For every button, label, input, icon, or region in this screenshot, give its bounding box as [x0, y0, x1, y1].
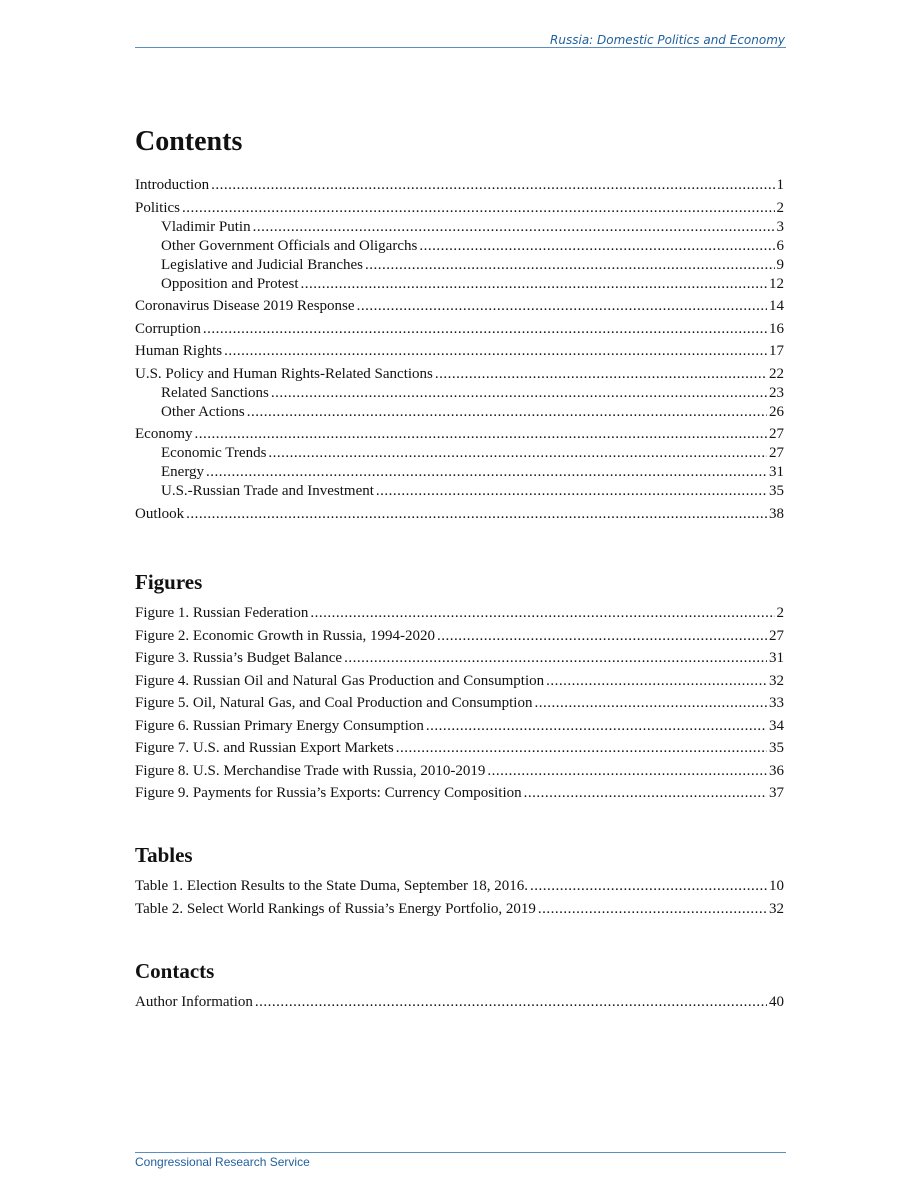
dot-leader — [301, 275, 768, 294]
contents-entry-label: Opposition and Protest — [161, 275, 299, 292]
contents-entry[interactable] — [135, 218, 784, 237]
tables-entry-page: 10 — [769, 878, 784, 894]
contacts-entry[interactable] — [135, 993, 784, 1012]
contacts-list — [135, 993, 784, 1012]
figures-entry-page: 34 — [769, 717, 784, 734]
figures-entry-label: Figure 5. Oil, Natural Gas, and Coal Production and Consumption — [135, 695, 533, 711]
contacts-heading: Contacts — [135, 959, 215, 983]
contents-entry-page: 31 — [769, 464, 784, 480]
dot-leader — [524, 784, 767, 803]
contents-entry-page: 23 — [769, 384, 784, 401]
contents-entry[interactable] — [135, 384, 784, 403]
figures-entry-label: Figure 2. Economic Growth in Russia, 1994-2020 — [135, 627, 435, 644]
figures-entry[interactable] — [135, 627, 784, 646]
dot-leader — [419, 237, 774, 256]
contents-entry[interactable] — [135, 482, 784, 501]
contents-entry-page: 27 — [769, 445, 784, 461]
figures-entry-label: Figure 4. Russian Oil and Natural Gas Production and Consumption — [135, 672, 545, 689]
table-of-contents — [135, 124, 784, 1010]
contents-entry-page: 22 — [769, 365, 784, 382]
dot-leader — [538, 900, 767, 919]
dot-leader — [224, 342, 767, 361]
contents-entry-label: Other Actions — [161, 403, 245, 420]
tables-entry[interactable] — [135, 900, 784, 919]
contacts-entry-label: Author Information — [135, 994, 253, 1010]
contents-entry-label: Economy — [135, 426, 193, 442]
figures-list — [135, 604, 784, 803]
figures-entry-label: Figure 9. Payments for Russia’s Exports: Currency Composition — [135, 785, 522, 801]
tables-entry-label: Table 1. Election Results to the State Duma, September 18, 2016. — [135, 878, 529, 894]
contents-entry[interactable] — [135, 320, 784, 339]
figures-entry[interactable] — [135, 604, 784, 623]
contents-entry-page: 14 — [769, 298, 784, 314]
contents-entry[interactable] — [135, 444, 784, 463]
footer-publisher: Congressional Research Service — [135, 1155, 310, 1169]
dot-leader — [206, 463, 767, 482]
dot-leader — [268, 444, 767, 463]
figures-heading: Figures — [135, 570, 203, 594]
contents-entry-page: 35 — [769, 483, 784, 499]
contents-entry-page: 17 — [769, 343, 784, 359]
running-header-title: Russia: Domestic Politics and Economy — [550, 33, 785, 47]
contents-entry-page: 12 — [769, 275, 784, 292]
contents-section — [135, 124, 784, 524]
contents-entry[interactable] — [135, 176, 784, 195]
figures-entry-page: 36 — [769, 762, 784, 779]
dot-leader — [487, 762, 767, 781]
contents-entry-label: Vladimir Putin — [161, 218, 251, 235]
contents-entry-page: 3 — [776, 218, 784, 235]
contents-entry[interactable] — [135, 425, 784, 444]
contents-entry[interactable] — [135, 365, 784, 384]
contents-entry[interactable] — [135, 403, 784, 422]
figures-entry-page: 27 — [769, 627, 784, 644]
dot-leader — [195, 425, 768, 444]
footer-rule — [135, 1152, 786, 1153]
figures-entry-page: 35 — [769, 740, 784, 756]
dot-leader — [357, 297, 767, 316]
tables-entry-page: 32 — [769, 900, 784, 917]
dot-leader — [546, 672, 767, 691]
contents-entry-label: Human Rights — [135, 343, 223, 359]
contents-entry-label: Corruption — [135, 320, 201, 337]
figures-entry[interactable] — [135, 739, 784, 758]
dot-leader — [435, 365, 767, 384]
contents-entry-label: U.S. Policy and Human Rights-Related Sanctions — [135, 365, 433, 382]
tables-section — [135, 841, 784, 919]
contents-entry[interactable] — [135, 237, 784, 256]
figures-entry-label: Figure 8. U.S. Merchandise Trade with Russia, 2010-2019 — [135, 762, 486, 779]
contents-entry-label: Related Sanctions — [161, 384, 269, 401]
contents-entry-label: Introduction — [135, 177, 210, 193]
dot-leader — [255, 993, 767, 1012]
figures-entry[interactable] — [135, 784, 784, 803]
contents-entry-page: 38 — [769, 505, 784, 522]
contents-heading: Contents — [135, 126, 243, 157]
dot-leader — [271, 384, 767, 403]
figures-entry[interactable] — [135, 762, 784, 781]
figures-entry[interactable] — [135, 672, 784, 691]
contents-entry[interactable] — [135, 505, 784, 524]
figures-entry-label: Figure 1. Russian Federation — [135, 605, 309, 621]
figures-entry-label: Figure 6. Russian Primary Energy Consumption — [135, 717, 424, 734]
dot-leader — [534, 694, 767, 713]
dot-leader — [253, 218, 775, 237]
contents-entry-label: U.S.-Russian Trade and Investment — [161, 483, 374, 499]
figures-entry-page: 31 — [769, 650, 784, 666]
figures-entry-label: Figure 7. U.S. and Russian Export Markets — [135, 740, 394, 756]
dot-leader — [211, 176, 774, 195]
figures-entry-page: 32 — [769, 672, 784, 689]
dot-leader — [186, 505, 767, 524]
contents-entry-page: 2 — [776, 199, 784, 216]
dot-leader — [203, 320, 767, 339]
contents-entry[interactable] — [135, 256, 784, 275]
contents-entry-page: 26 — [769, 403, 784, 420]
contacts-section — [135, 957, 784, 1012]
contents-entry-label: Politics — [135, 199, 181, 216]
contents-entry-label: Other Government Officials and Oligarchs — [161, 237, 418, 254]
figures-entry-page: 37 — [769, 785, 784, 801]
contents-entry-page: 27 — [769, 426, 784, 442]
dot-leader — [437, 627, 767, 646]
dot-leader — [530, 877, 767, 896]
contents-entry-page: 1 — [776, 177, 784, 193]
contents-entry[interactable] — [135, 463, 784, 482]
contents-entry[interactable] — [135, 275, 784, 294]
figures-entry-page: 2 — [776, 605, 784, 621]
contents-entry-page: 9 — [776, 256, 784, 273]
contents-entry-label: Economic Trends — [161, 445, 267, 461]
contents-entry[interactable] — [135, 297, 784, 316]
contents-entry-label: Energy — [161, 464, 205, 480]
tables-heading: Tables — [135, 843, 193, 867]
dot-leader — [182, 199, 774, 218]
dot-leader — [426, 717, 767, 736]
figures-entry[interactable] — [135, 694, 784, 713]
contents-entry-page: 16 — [769, 320, 784, 337]
contacts-entry-page: 40 — [769, 994, 784, 1010]
contents-entry-label: Coronavirus Disease 2019 Response — [135, 298, 355, 314]
contents-entry-label: Outlook — [135, 505, 185, 522]
tables-entry-label: Table 2. Select World Rankings of Russia’s Energy Portfolio, 2019 — [135, 900, 536, 917]
dot-leader — [365, 256, 774, 275]
dot-leader — [376, 482, 767, 501]
header-rule — [135, 47, 786, 48]
contents-entry-label: Legislative and Judicial Branches — [161, 256, 364, 273]
contents-list — [135, 176, 784, 524]
figures-section — [135, 568, 784, 803]
dot-leader — [344, 649, 767, 668]
contents-entry-page: 6 — [776, 237, 784, 254]
dot-leader — [396, 739, 767, 758]
figures-entry-label: Figure 3. Russia’s Budget Balance — [135, 650, 343, 666]
figures-entry[interactable] — [135, 649, 784, 668]
dot-leader — [310, 604, 774, 623]
figures-entry-page: 33 — [769, 695, 784, 711]
contents-entry[interactable] — [135, 342, 784, 361]
dot-leader — [247, 403, 767, 422]
contents-entry[interactable] — [135, 199, 784, 218]
tables-list — [135, 877, 784, 919]
figures-entry[interactable] — [135, 717, 784, 736]
tables-entry[interactable] — [135, 877, 784, 896]
